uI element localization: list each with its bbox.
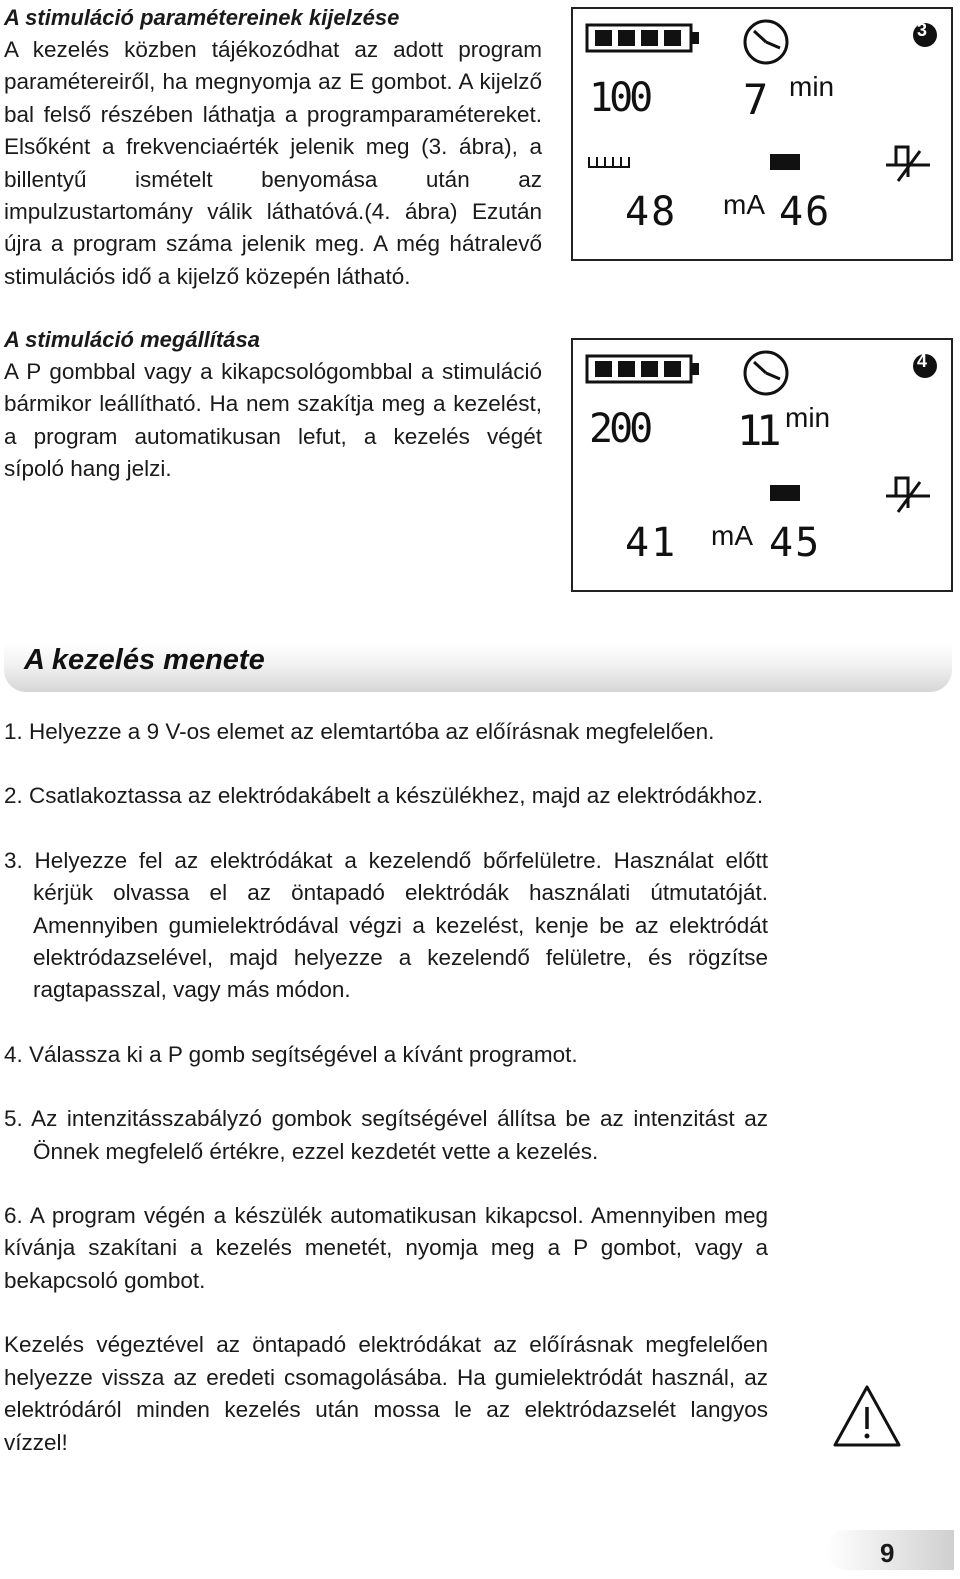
- frequency-value: 100: [589, 75, 650, 121]
- left-intensity: 41: [625, 520, 678, 566]
- pulse-train-icon: [589, 157, 629, 167]
- warning-icon: [831, 1383, 903, 1449]
- waveform-icon: [886, 147, 930, 181]
- section-display-parameters: [4, 2, 542, 293]
- section-title: A kezelés menete: [24, 644, 265, 676]
- clock-icon: [745, 21, 787, 63]
- section-text: A kezelés közben tájékozódhat az adott program paramétereiről, ha megnyomja az E gombot. A kijelző bal felső részében láthatja a programparamétereket. Elsőként a frekvenciaérték jelenik meg (3. ábra), a billentyű ismételt benyomása után az impulzustartomány válik láthatóvá.(4. ábra) Ezután újra a program száma jelenik meg. A még hátralevő stimulációs idő a kijelző közepén látható.: [4, 37, 542, 289]
- unit-label: mA: [711, 520, 753, 551]
- minutes-value: 7: [743, 75, 769, 124]
- waveform-icon: [886, 478, 930, 512]
- battery-icon: [587, 356, 699, 382]
- minutes-value: 11: [737, 406, 776, 455]
- section-heading: A stimuláció paramétereinek kijelzése: [4, 5, 400, 30]
- segment-bar: [770, 154, 800, 170]
- min-label: min: [785, 402, 831, 433]
- right-intensity: 46: [779, 189, 832, 235]
- lcd-figure-4: [571, 338, 953, 592]
- list-item: 1. Helyezze a 9 V-os elemet az elemtartóba az előírásnak megfelelően.: [4, 719, 715, 744]
- min-label: min: [789, 71, 835, 102]
- list-item: 4. Válassza ki a P gomb segítségével a kívánt programot.: [4, 1041, 578, 1067]
- right-intensity: 45: [769, 520, 822, 566]
- battery-icon: [587, 25, 699, 51]
- segment-bar: [770, 485, 800, 501]
- list-item: 6. A program végén a készülék automatikusan kikapcsol. Amennyiben meg kívánja szakítani a kezelés menetét, nyomja meg a P gombot, vagy a bekapcsoló gombot.: [4, 1203, 768, 1293]
- section-heading: A stimuláció megállítása: [4, 327, 260, 352]
- section-header-bar: [4, 642, 952, 692]
- clock-icon: [745, 352, 787, 394]
- unit-label: mA: [723, 189, 765, 220]
- badge-number: 3: [917, 20, 928, 40]
- list-item: 2. Csatlakoztassa az elektródakábelt a készülékhez, majd az elektródákhoz.: [4, 783, 764, 809]
- steps-list: [4, 716, 768, 1491]
- page-number-tab: [826, 1530, 954, 1570]
- list-item: 3. Helyezze fel az elektródákat a kezelendő bőrfelületre. Használat előtt kérjük olvassa el az öntapadó elektródák használati útmutatóját. Amennyiben gumielektródával végzi a kezelést, kenje be az elektródát elektródazselével, majd helyezze a kezelendő felületre, és rögzítse ragtapasszal, vagy más módon.: [4, 847, 768, 1003]
- lcd-figure-3: [571, 7, 953, 261]
- section-stop-stimulation: [4, 324, 542, 486]
- list-item: 5. Az intenzitásszabályzó gombok segítségével állítsa be az intenzitást az Önnek megfelelő értékre, ezzel kezdetét vette a kezelés.: [4, 1106, 768, 1164]
- closing-paragraph: Kezelés végeztével az öntapadó elektródákat az előírásnak megfelelően helyezze vissza az eredeti csomagolásába. Ha gumielektródát használ, az elektródáról minden kezelés után mossa le az elektródazselét langyos vízzel!: [4, 1332, 768, 1455]
- page-number: 9: [880, 1538, 895, 1568]
- section-text: A P gombbal vagy a kikapcsológombbal a stimuláció bármikor leállítható. Ha nem szakítja meg a kezelést, a program automatikusan lefut, a kezelés végét sípoló hang jelzi.: [4, 359, 542, 482]
- left-intensity: 48: [625, 189, 678, 235]
- badge-number: 4: [917, 351, 928, 371]
- pulse-width-value: 200: [589, 406, 650, 452]
